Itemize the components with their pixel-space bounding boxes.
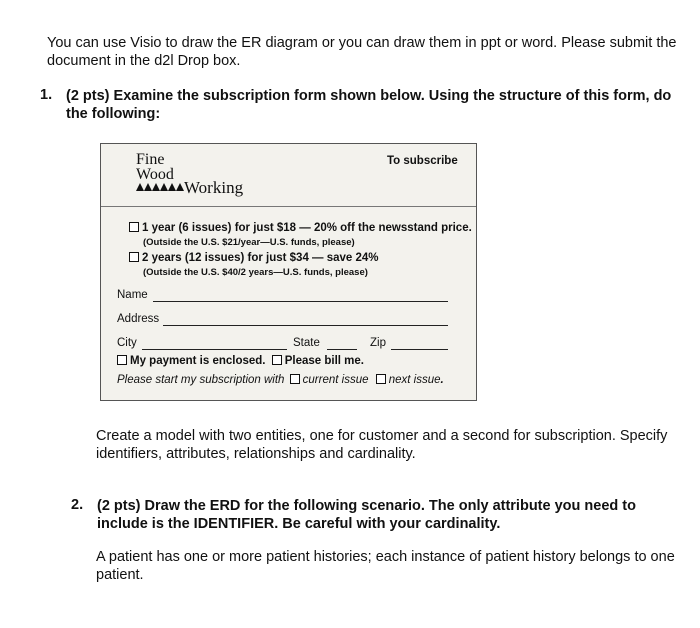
scenario-text: A patient has one or more patient histories; each instance of patient history belongs to one patient. [96,549,675,583]
checkbox-icon [129,252,139,262]
option-1-note: (Outside the U.S. $21/year—U.S. funds, please) [143,237,355,248]
form-header [101,144,476,207]
address-line [163,325,448,326]
intro-text: You can use Visio to draw the ER diagram or you can draw them in ppt or word. Please submit the document in the d2l Drop box. [47,35,677,69]
saw-teeth-icon [136,183,184,191]
zip-line [391,349,448,350]
payment-options: My payment is enclosed. Please bill me. [117,355,364,367]
state-label: State [293,337,320,349]
question-1-text: (2 pts) Examine the subscription form shown below. Using the structure of this form, do the following: [66,88,672,122]
option-1-year: 1 year (6 issues) for just $18 — 20% off the newsstand price. [129,222,472,234]
name-line [153,301,448,302]
question-2-number: 2. [71,497,84,513]
to-subscribe-heading: To subscribe [387,155,458,167]
question-2-text: (2 pts) Draw the ERD for the following scenario. The only attribute you need to include is the IDENTIFIER. Be careful with your cardinality. [97,498,636,532]
name-label: Name [117,289,148,301]
subscription-form-image [100,143,477,401]
start-subscription-line: Please start my subscription with current issue next issue. [117,374,444,386]
state-line [327,349,357,350]
checkbox-icon [272,355,282,365]
zip-label: Zip [370,337,386,349]
address-label: Address [117,313,160,325]
option-2-years: 2 years (12 issues) for just $34 — save 24% [129,252,379,264]
option-2-note: (Outside the U.S. $40/2 years—U.S. funds, please) [143,267,368,278]
checkbox-icon [290,374,300,384]
magazine-logo [136,151,244,197]
create-model-instructions: Create a model with two entities, one for customer and a second for subscription. Specify identifiers, attributes, relationships and cardinality. [96,428,668,462]
city-label: City [117,337,137,349]
checkbox-icon [117,355,127,365]
checkbox-icon [376,374,386,384]
logo-line-3: Working [184,178,244,197]
city-line [142,349,287,350]
logo-line-2: Wood [136,166,174,183]
checkbox-icon [129,222,139,232]
logo-line-1: Fine [136,151,165,168]
question-1-number: 1. [40,87,53,103]
